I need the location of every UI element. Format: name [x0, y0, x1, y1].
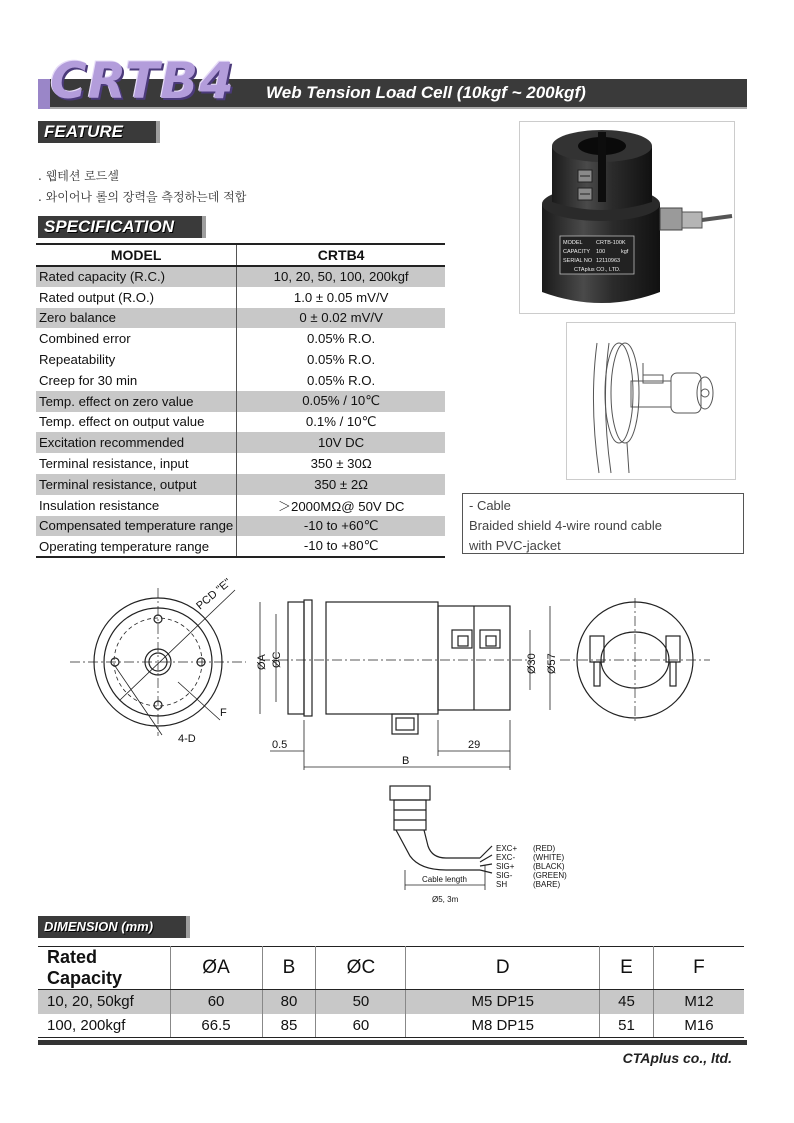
product-photo	[519, 121, 735, 314]
dim-col-b: B	[262, 947, 316, 990]
spec-row	[36, 432, 445, 453]
dimension-heading: DIMENSION (mm)	[38, 916, 186, 938]
photo-label-capacity-unit: kgf	[621, 249, 629, 255]
spec-row-value: 10, 20, 50, 100, 200kgf	[237, 266, 445, 287]
spec-row	[36, 516, 445, 537]
spec-row	[36, 370, 445, 391]
spec-row-value: 0.1% / 10℃	[305, 413, 377, 429]
spec-row-value: 350 ± 30Ω	[310, 456, 372, 472]
photo-label-maker: CTAplus CO., LTD.	[574, 267, 621, 273]
dia-c-label: ØC	[271, 651, 283, 668]
spec-header-row	[36, 244, 445, 266]
spec-row-value: 1.0 ± 0.05 mV/V	[293, 289, 389, 305]
spec-row-label: Rated capacity (R.C.)	[36, 266, 237, 287]
dim-header-row	[38, 947, 744, 990]
dia-57-label: Ø57	[546, 653, 558, 674]
spec-row-label: Temp. effect on output value	[36, 412, 237, 433]
photo-label-capacity: CAPACITY	[563, 249, 591, 255]
dia-a-label: ØA	[256, 654, 268, 670]
dim-row	[38, 1014, 744, 1038]
side-view	[260, 600, 550, 770]
dim-col-f: F	[653, 947, 744, 990]
spec-col-crtb4: CRTB4	[237, 244, 445, 266]
technical-drawing	[60, 570, 760, 910]
dim-29-label: 29	[468, 739, 481, 751]
spec-row-label: Terminal resistance, output	[36, 474, 237, 495]
dim-cell: 85	[262, 1014, 316, 1038]
dim-cell: 50	[316, 990, 406, 1014]
footer-bar	[38, 1040, 747, 1045]
dim-col-d: D	[406, 947, 600, 990]
holes-label: 4-D	[178, 733, 196, 745]
spec-row	[36, 391, 445, 412]
wire-sh-color: (BARE)	[533, 880, 561, 889]
dim-col-c: ØC	[316, 947, 406, 990]
model-logo: CRTB4	[50, 52, 235, 110]
dim-b-label: B	[402, 755, 410, 767]
wire-exc-plus: EXC+	[496, 844, 518, 853]
feature-line-2: . 와이어나 롤의 장력을 측정하는데 적합	[38, 190, 247, 204]
spec-row	[36, 328, 445, 349]
spec-row	[36, 453, 445, 474]
dim-cell: 60	[170, 990, 262, 1014]
dim-cell: 10, 20, 50kgf	[38, 990, 170, 1014]
spec-row-label: Creep for 30 min	[36, 370, 237, 391]
application-sketch	[566, 322, 736, 480]
spec-row-label: Insulation resistance	[36, 495, 237, 516]
spec-row	[36, 287, 445, 308]
dim-cell: M16	[653, 1014, 744, 1038]
spec-row-label: Temp. effect on zero value	[36, 391, 237, 412]
cable-line-3: with PVC-jacket	[469, 538, 561, 553]
specification-table	[36, 243, 445, 558]
photo-label-model-value: CRTB-100K	[596, 240, 626, 246]
spec-row	[36, 266, 445, 287]
spec-row	[36, 308, 445, 329]
feature-heading: FEATURE	[38, 121, 156, 143]
cable-line-1: - Cable	[469, 498, 511, 513]
spec-row-label: Combined error	[36, 328, 237, 349]
spec-row-value: 0.05% / 10℃	[237, 391, 445, 412]
wire-sig-minus-color: (GREEN)	[533, 871, 567, 880]
dim-cell: 66.5	[170, 1014, 262, 1038]
spec-row	[36, 349, 445, 370]
dim-cell: 60	[316, 1014, 406, 1038]
cable-note	[462, 493, 744, 554]
application-sketch-drawing	[567, 323, 735, 479]
spec-row-value: 0.05% R.O.	[307, 372, 376, 388]
spec-row-label: Excitation recommended	[36, 432, 237, 453]
spec-row-label: Repeatability	[36, 349, 237, 370]
dim-cell: 51	[600, 1014, 654, 1038]
page-title: Web Tension Load Cell (10kgf ~ 200kgf)	[266, 83, 586, 102]
cable-dia-label: Ø5, 3m	[432, 895, 459, 904]
dim-col-a: ØA	[170, 947, 262, 990]
spec-row	[36, 412, 445, 433]
feature-line-1: . 웹테션 로드셀	[38, 169, 119, 183]
spec-row-label: Compensated temperature range	[36, 516, 237, 537]
spec-row-value: 0.05% R.O.	[307, 331, 376, 347]
wire-sig-plus: SIG+	[496, 862, 515, 871]
end-view	[560, 598, 710, 722]
dim-col-e: E	[600, 947, 654, 990]
f-label: F	[220, 707, 227, 719]
dim-cell: M12	[653, 990, 744, 1014]
dim-cell: 45	[600, 990, 654, 1014]
dim-row	[38, 990, 744, 1014]
dimension-table	[38, 946, 744, 1038]
spec-row	[36, 474, 445, 495]
spec-row-label: Terminal resistance, input	[36, 453, 237, 474]
photo-label-model: MODEL	[563, 240, 583, 246]
spec-row-value: 0.05% R.O.	[307, 352, 376, 368]
spec-row-value: ＞2000MΩ@ 50V DC	[277, 498, 405, 514]
spec-row-value: -10 to +80℃	[237, 536, 445, 557]
dim-05-label: 0.5	[272, 739, 288, 751]
cable-length-label: Cable length	[422, 875, 467, 884]
footer-company: CTAplus co., ltd.	[622, 1050, 732, 1066]
spec-row	[36, 495, 445, 516]
photo-label-serial: SERIAL NO	[563, 258, 593, 264]
dim-cell: 80	[262, 990, 316, 1014]
dim-cell: M5 DP15	[406, 990, 600, 1014]
load-cell-photo	[520, 122, 734, 313]
specification-heading: SPECIFICATION	[38, 216, 202, 238]
wire-exc-minus-color: (WHITE)	[533, 853, 565, 862]
cable-line-2: Braided shield 4-wire round cable	[469, 518, 662, 533]
wire-sh: SH	[496, 880, 508, 889]
wire-exc-minus: EXC-	[496, 853, 516, 862]
spec-row-value: 0 ± 0.02 mV/V	[237, 308, 445, 329]
dim-cell: M8 DP15	[406, 1014, 600, 1038]
spec-row-value: -10 to +60℃	[237, 516, 445, 537]
dia-30-label: Ø30	[526, 653, 538, 674]
spec-row-value: 10V DC	[237, 432, 445, 453]
header-accent	[38, 79, 50, 109]
spec-row-label: Rated output (R.O.)	[36, 287, 237, 308]
spec-row-label: Operating temperature range	[36, 536, 237, 557]
dim-col-capacity: Rated Capacity	[38, 947, 170, 990]
wire-exc-plus-color: (RED)	[533, 844, 556, 853]
spec-row-label: Zero balance	[36, 308, 237, 329]
photo-label-capacity-value: 100	[596, 249, 606, 255]
spec-row	[36, 536, 445, 557]
dim-cell: 100, 200kgf	[38, 1014, 170, 1038]
wire-sig-minus: SIG-	[496, 871, 513, 880]
wire-sig-plus-color: (BLACK)	[533, 862, 565, 871]
pcd-label: PCD "E"	[194, 576, 234, 613]
spec-col-model: MODEL	[36, 244, 237, 266]
spec-row-value: 350 ± 2Ω	[237, 474, 445, 495]
photo-label-serial-value: 12110963	[596, 258, 621, 264]
